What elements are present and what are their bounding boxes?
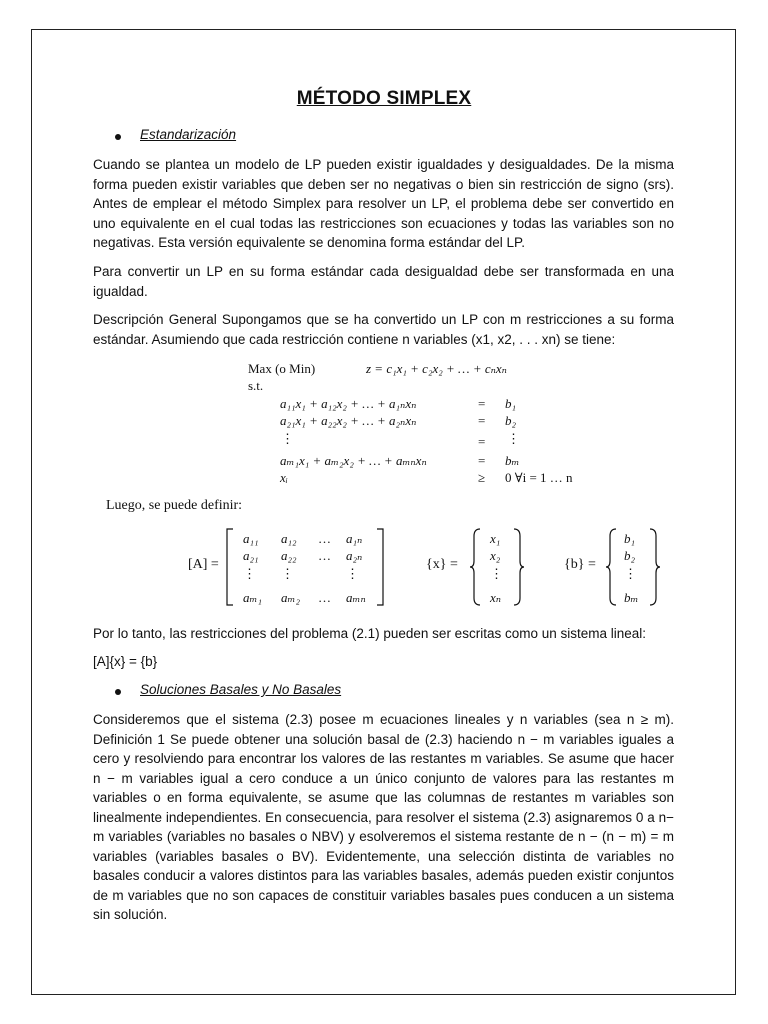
paragraph-intro: Cuando se plantea un modelo de LP pueden existir igualdades y desigualdades. De la misma forma pueden existir variables que deben ser no negativas o bien sin restricción de signo (srs). Antes de emplear el método Simplex para resolver un LP, el problema debe ser convertido en uno equivalente en el cual todas las restricciones son ecuaciones y todas las variables son no negativas. Esta versión equivalente se denomina forma estándar del LP. [93, 157, 674, 250]
matrix-a-cell: a₂ₙ [346, 548, 363, 563]
vector-b-cell: b₁ [624, 531, 636, 546]
matrix-a-cell: aₘ₂ [281, 590, 300, 605]
constraint-rhs-2: b₂ [505, 413, 517, 428]
constraint-row-dots: ⋮ [281, 431, 294, 446]
page-title: MÉTODO SIMPLEX [296, 88, 472, 109]
objective-function: z = c₁x₁ + c₂x₂ + … + cₙxₙ [366, 361, 507, 376]
vector-x-cell: x₂ [490, 548, 501, 563]
matrix-a-cell: a₂₁ [243, 548, 259, 563]
constraint-eq-dots: = [478, 434, 486, 449]
constraint-row-1: a₁₁x₁ + a₁₂x₂ + … + a₁ₙxₙ [280, 396, 417, 411]
max-label: Max (o Min) [248, 361, 316, 376]
nonnegativity-var: xᵢ [280, 470, 288, 485]
matrix-a-cell: … [318, 590, 331, 605]
vector-x-cell: ⋮ [490, 566, 503, 581]
nonnegativity-rhs: 0 ∀i = 1 … n [505, 470, 573, 485]
system-equation: [A]{x} = {b} [93, 654, 158, 669]
vector-b-cell: ⋮ [624, 566, 637, 581]
matrix-a-cell: a₂₂ [281, 548, 297, 563]
constraint-eq-m: = [478, 453, 486, 468]
matrix-a-cell: ⋮ [346, 566, 359, 581]
constraint-rhs-1: b₁ [505, 396, 517, 411]
paragraph-sistema-lineal: Por lo tanto, las restricciones del problema (2.1) pueden ser escritas como un sistema lineal: [93, 626, 647, 641]
vector-x-cell: xₙ [490, 590, 502, 605]
constraint-eq-1: = [478, 396, 486, 411]
matrix-a-cell: a₁₂ [281, 531, 297, 546]
section-heading-label: Soluciones Basales y No Basales [140, 682, 342, 697]
matrix-a-cell: a₁ₙ [346, 531, 363, 546]
matrix-a-cell: … [318, 548, 331, 563]
section-heading-label: Estandarización [140, 127, 237, 142]
matrix-a-cell: aₘₙ [346, 590, 366, 605]
constraint-rhs-dots: ⋮ [507, 431, 520, 446]
paragraph-conversion: Para convertir un LP en su forma estándar cada desigualdad debe ser transformada en una igualdad. [93, 264, 674, 299]
vector-b-cell: b₂ [624, 548, 636, 563]
paragraph-descripcion: Descripción General Supongamos que se ha convertido un LP con m restricciones a su forma estándar. Asumiendo que cada restricción contiene n variables (x1, x2, . . . xn) se tiene: [93, 312, 674, 347]
matrix-a-label: [A] = [188, 557, 219, 572]
vector-x-label: {x} = [426, 557, 458, 572]
bullet-icon [115, 134, 121, 140]
matrix-a-cell: a₁₁ [243, 531, 259, 546]
constraint-eq-2: = [478, 413, 486, 428]
vector-b-cell: bₘ [624, 590, 639, 605]
bullet-icon [115, 689, 121, 695]
matrix-a-cell: ⋮ [281, 566, 294, 581]
constraint-rhs-m: bₘ [505, 453, 520, 468]
matrix-a-cell: … [318, 531, 331, 546]
luego-text: Luego, se puede definir: [106, 498, 243, 513]
constraint-row-2: a₂₁x₁ + a₂₂x₂ + … + a₂ₙxₙ [280, 413, 417, 428]
constraint-row-m: aₘ₁x₁ + aₘ₂x₂ + … + aₘₙxₙ [280, 453, 427, 468]
vector-x-cell: x₁ [490, 531, 501, 546]
paragraph-soluciones: Consideremos que el sistema (2.3) posee m ecuaciones lineales y n variables (sea n ≥ m). Definición 1 Se puede obtener una solución basal de (2.3) haciendo n − m variables iguales a cero y resolviendo para encontrar los valores de las restantes m variables. Se asume que hacer n − m variables igual a cero conduce a un único conjunto de valores para las restantes m variables o en forma equivalente, se asume que las columnas de restantes m variables son linealmente independientes. En consecuencia, para resolver el sistema (2.3) asignaremos 0 a n− m variables (variables no basales o NBV) y esolveremos el sistema restante de n − (n − m) = m variables (variables basales o BV). Evidentemente, una selección distinta de variables no basales conducir a valores distintos para las variables basales, además pueden existir conjuntos de m variables que no son capaces de constituir variables basales pues conducen a un sistema sin solución. [93, 712, 674, 922]
st-label: s.t. [248, 378, 264, 393]
nonnegativity-geq: ≥ [478, 470, 486, 485]
matrix-a-cell: aₘ₁ [243, 590, 262, 605]
vector-b-label: {b} = [564, 557, 596, 572]
matrix-a-cell: ⋮ [243, 566, 256, 581]
